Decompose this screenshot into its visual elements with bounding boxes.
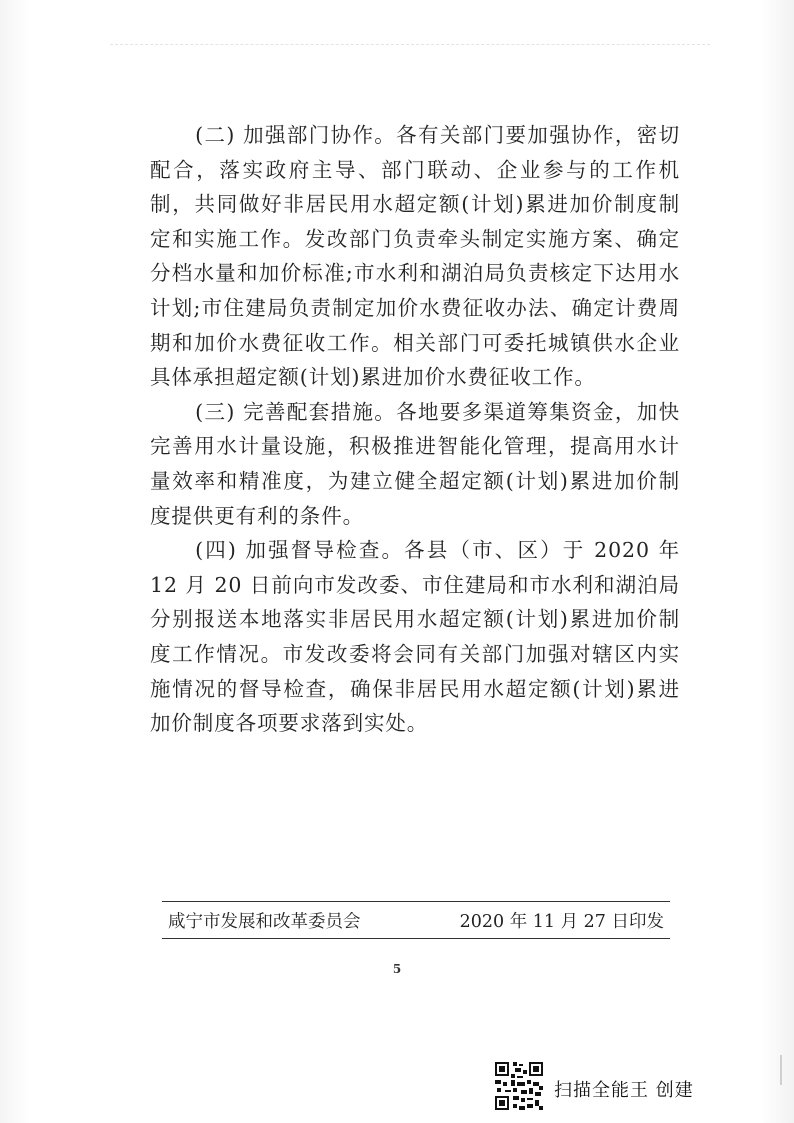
paragraph-supporting-measures: (三) 完善配套措施。各地要多渠道筹集资金，加快完善用水计量设施，积极推进智能化管理，提高用水计量效率和精准度，为建立健全超定额(计划)累进加价制度提供更有利的条件。 xyxy=(150,399,680,528)
scan-artifact-line xyxy=(110,44,710,45)
paragraph-department-coordination: (二) 加强部门协作。各有关部门要加强协作，密切配合，落实政府主导、部门联动、企业参与的工作机制，共同做好非居民用水超定额(计划)累进加价制度制定和实施工作。发改部门负责牵头制定实施方案、确定分档水量和加价标准;市水利和湖泊局负责核定下达用水计划;市住建局负责制定加价水费征收办法、确定计费周期和加价水费征收工作。相关部门可委托城镇供水企业具体承担超定额(计划)累进加价水费征收工作。 xyxy=(150,123,680,390)
page-number: 5 xyxy=(392,962,402,976)
issue-date: 2020 年 11 月 27 日印发 xyxy=(459,911,664,932)
qr-code-icon xyxy=(493,1060,545,1112)
issuer-name: 咸宁市发展和改革委员会 xyxy=(168,911,361,932)
paragraph-supervision-inspection: (四) 加强督导检查。各县（市、区）于 2020 年 12 月 20 日前向市发改委、市住建局和市水利和湖泊局分别报送本地落实非居民用水超定额(计划)累进加价制度工作情况。市发改委将会同有关部门加强对辖区内实施情况的督导检查，确保非居民用水超定额(计划)累进加价制度各项要求落到实处。 xyxy=(150,538,680,736)
scan-edge-artifact xyxy=(780,1055,782,1085)
document-body xyxy=(150,118,680,741)
scanner-watermark-text: 扫描全能王 创建 xyxy=(554,1080,694,1101)
document-footer xyxy=(162,901,670,939)
